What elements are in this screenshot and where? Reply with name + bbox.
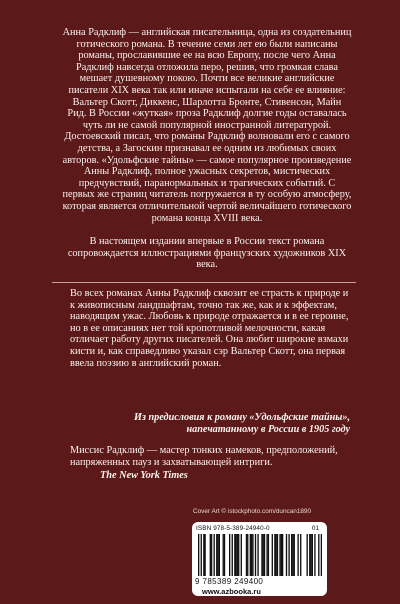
isbn-label: ISBN 978-5-389-24940-0 xyxy=(196,525,270,532)
nyt-quote-source: The New York Times xyxy=(100,470,188,481)
nyt-quote-text: Миссис Радклиф — мастер тонких намеков, предположений, напряженных пауз и захватывающей интриги. xyxy=(70,445,338,468)
divider-line xyxy=(52,282,356,283)
review-quote-source: Из предисловия к роману «Удольфские тайны», напечатанному в России в 1905 году xyxy=(134,412,350,435)
review-quote-text: Во всех романах Анны Радклиф сквозит ее страсть к природе и к живописным ландшафтам, точно так же, как и к эффектам, наводящим ужас. Любовь к природе отражается и в ее героине, но в ее описаниях нет той кропотливой мелочности, какая отличает работу других писателей. Она любит широкие взмахи кисти и, как справедливо указал сэр Вальтер Скотт, она первая ввела поэзию в английский роман. xyxy=(70,288,349,369)
isbn-addon: 01 xyxy=(311,525,319,532)
barcode-bars xyxy=(198,534,322,578)
barcode-panel xyxy=(192,522,327,596)
publisher-url: www.azbooka.ru xyxy=(202,587,261,596)
cover-art-credit: Cover Art © istockphoto.com/duncan1890 xyxy=(193,508,312,515)
intro-paragraph: Анна Радклиф — английская писательница, одна из создательниц готического романа. В течение семи лет ею были написаны романы, прославившие ее на всю Европу, после чего Анна Радклиф навсегда отложила перо, решив, что громкая слава мешает душевному покою. Почти все великие английские писатели XIX века так или иначе испытали на себе ее влияние: Вальтер Скотт, Диккенс, Шарлотта Бронте, Стивенсон, Майн Рид. В России «жуткая» проза Радклиф долгие годы оставалась чуть ли не самой популярной иностранной литературой. Достоевский писал, что романы Радклиф волновали его с самого детства, а Загоскин признавал ее одним из любимых своих авторов. «Удольфские тайны» — самое популярное произведение Анны Радклиф, полное ужасных секретов, мистических предчувствий, паранормальных и трагических событий. С первых же страниц читатель погружается в ту особую атмосферу, которая является отличительной чертой величайшего готического романа конца XVIII века. xyxy=(62,27,352,224)
barcode-digits: 9 785389 249400 xyxy=(195,577,264,586)
edition-note: В настоящем издании впервые в России текст романа сопровождается иллюстрациями французских художников XIX века. xyxy=(67,236,347,271)
